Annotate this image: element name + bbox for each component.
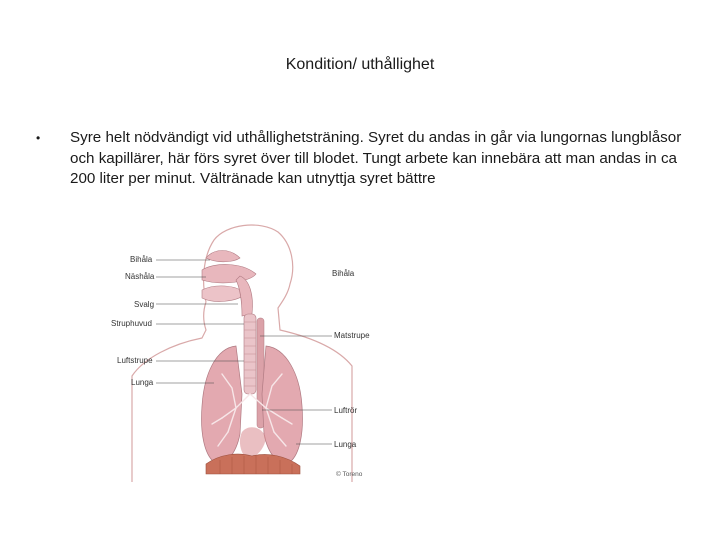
label-lung-right: Lunga xyxy=(334,440,357,449)
bullet-item xyxy=(36,128,686,190)
label-larynx: Struphuvud xyxy=(111,319,152,328)
label-pharynx: Svalg xyxy=(134,300,155,309)
label-nasal-cavity: Näshåla xyxy=(125,272,155,281)
sinus-shape xyxy=(206,251,240,262)
label-sinus-left: Bihåla xyxy=(130,255,153,264)
bullet-marker: • xyxy=(36,131,41,145)
label-lung-left: Lunga xyxy=(131,378,154,387)
label-trachea: Luftstrupe xyxy=(117,356,153,365)
label-esophagus: Matstrupe xyxy=(334,331,370,340)
bullet-text: Syre helt nödvändigt vid uthållighetsträning. Syret du andas in går via lungornas lungblåsor och kapillärer, här förs syret över till blodet. Tungt arbete kan innebära att man andas in ca 200 liter per minut. Vältränade kan utnyttja syret bättre xyxy=(70,129,682,187)
image-credit: © Toreno xyxy=(336,471,363,478)
respiratory-system-illustration xyxy=(110,218,372,482)
label-sinus-right: Bihåla xyxy=(332,269,355,278)
label-bronchus: Luftrör xyxy=(334,406,358,415)
slide-title: Kondition/ uthållighet xyxy=(285,56,435,73)
respiratory-system-diagram xyxy=(110,218,372,482)
bullet-list xyxy=(36,128,686,190)
heart-shape xyxy=(240,427,266,458)
right-lung-shape xyxy=(262,346,303,463)
nasal-cavity-shape xyxy=(202,264,256,282)
